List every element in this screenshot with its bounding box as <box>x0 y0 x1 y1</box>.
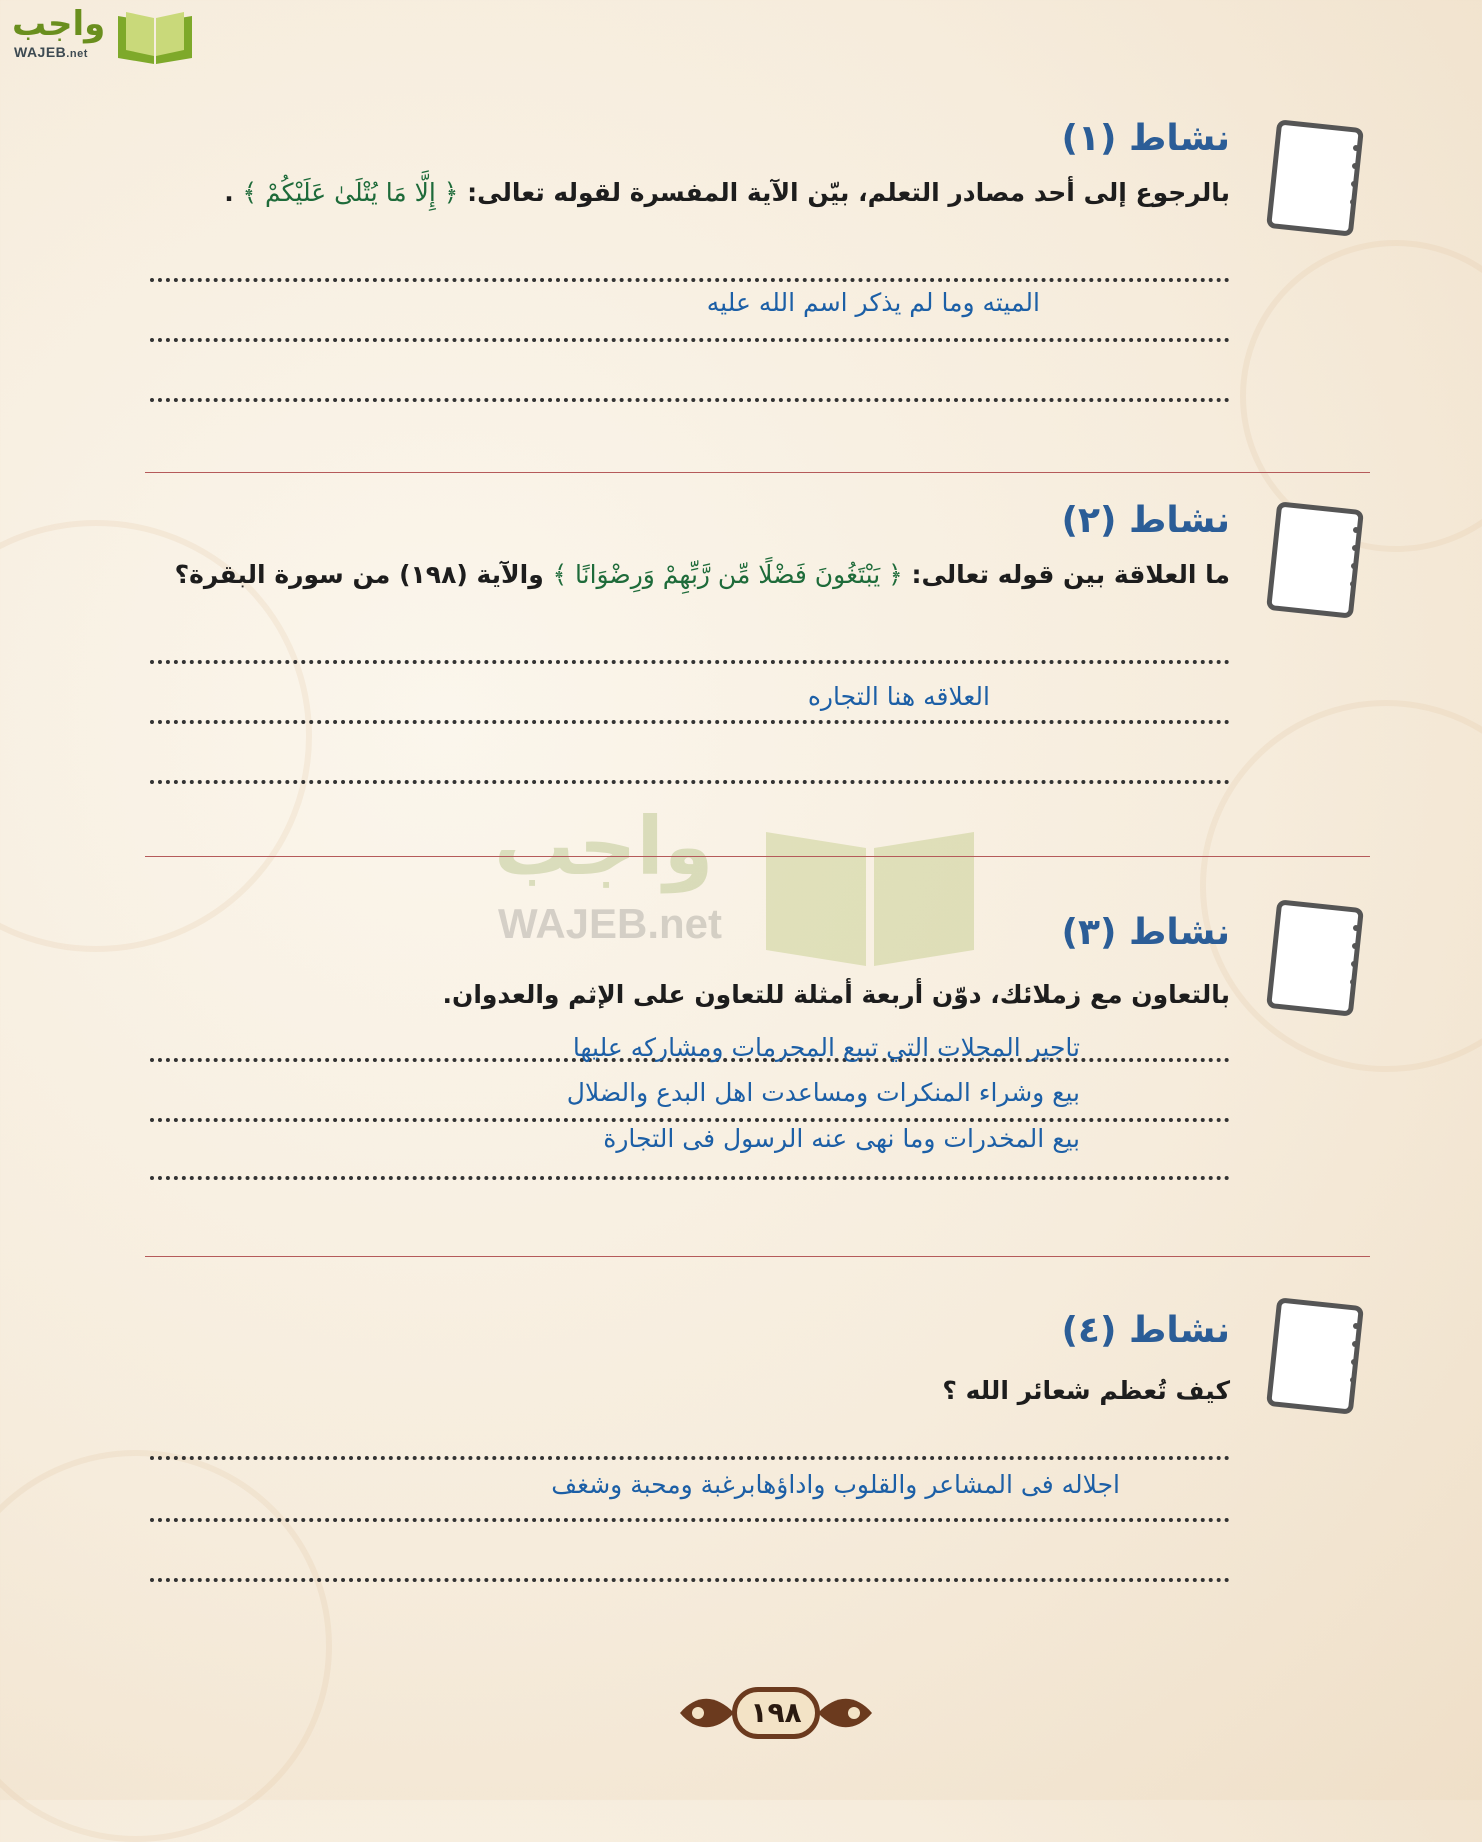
logo-latin: WAJEB.net <box>14 44 88 60</box>
quran-verse: ﴿ يَبْتَغُونَ فَضْلًا مِّن رَّبِّهِمْ وَرِضْوَانًا ﴾ <box>552 560 903 589</box>
answer-line[interactable] <box>150 660 1230 664</box>
answer-line[interactable] <box>150 338 1230 342</box>
question-end: والآية (١٩٨) من سورة البقرة؟ <box>174 560 553 589</box>
question-text: بالرجوع إلى أحد مصادر التعلم، بيّن الآية المفسرة لقوله تعالى: <box>458 178 1230 207</box>
handwritten-answer: بيع وشراء المنكرات ومساعدت اهل البدع والضلال <box>566 1078 1080 1107</box>
section-divider <box>145 1256 1370 1257</box>
quran-verse: ﴿ إِلَّا مَا يُتْلَىٰ عَلَيْكُمْ ﴾ <box>242 178 459 207</box>
notebook-icon <box>1260 898 1370 1018</box>
activity-question <box>224 178 1230 207</box>
answer-line[interactable] <box>150 1518 1230 1522</box>
activity-title: نشاط (٣) <box>1061 912 1230 953</box>
activity-question <box>442 980 1230 1009</box>
answer-line[interactable] <box>150 398 1230 402</box>
activity-2 <box>140 500 1370 800</box>
watermark-latin: WAJEB.net <box>498 900 723 947</box>
handwritten-answer: اجلاله فى المشاعر والقلوب واداؤهابرغبة ومحبة وشغف <box>551 1470 1120 1499</box>
page-number: ١٩٨ <box>732 1687 820 1739</box>
page-number-badge <box>676 1680 876 1750</box>
book-icon <box>114 8 196 66</box>
activity-title: نشاط (٤) <box>1061 1310 1230 1351</box>
wajeb-logo[interactable] <box>10 6 190 66</box>
activity-question <box>942 1376 1230 1405</box>
answer-line[interactable] <box>150 1176 1230 1180</box>
handwritten-answer: بيع المخدرات وما نهى عنه الرسول فى التجارة <box>603 1124 1080 1153</box>
question-text: كيف تُعظم شعائر الله ؟ <box>942 1376 1230 1405</box>
notebook-icon <box>1260 1296 1370 1416</box>
activity-question <box>175 560 1230 589</box>
activity-title: نشاط (٢) <box>1061 500 1230 541</box>
handwritten-answer: الميته وما لم يذكر اسم الله عليه <box>706 288 1040 317</box>
answer-line[interactable] <box>150 1118 1230 1122</box>
activity-4 <box>140 1296 1370 1596</box>
section-divider <box>145 472 1370 473</box>
question-end: . <box>224 178 243 207</box>
handwritten-answer: العلاقه هنا التجاره <box>807 682 990 711</box>
handwritten-answer: تاجير المجلات التي تبيع المحرمات ومشاركه عليها <box>572 1033 1080 1062</box>
logo-arabic: واجب <box>12 4 106 44</box>
activity-1 <box>140 118 1370 418</box>
activity-3 <box>140 898 1370 1198</box>
notebook-icon <box>1260 500 1370 620</box>
section-divider <box>145 856 1370 857</box>
answer-line[interactable] <box>150 1456 1230 1460</box>
activity-title: نشاط (١) <box>1061 118 1230 159</box>
answer-line[interactable] <box>150 1578 1230 1582</box>
answer-line[interactable] <box>150 780 1230 784</box>
question-text: بالتعاون مع زملائك، دوّن أربعة أمثلة للتعاون على الإثم والعدوان. <box>442 980 1230 1009</box>
watermark-arabic: واجب <box>494 800 714 893</box>
answer-line[interactable] <box>150 720 1230 724</box>
question-text: ما العلاقة بين قوله تعالى: <box>902 560 1230 589</box>
answer-line[interactable] <box>150 278 1230 282</box>
notebook-icon <box>1260 118 1370 238</box>
